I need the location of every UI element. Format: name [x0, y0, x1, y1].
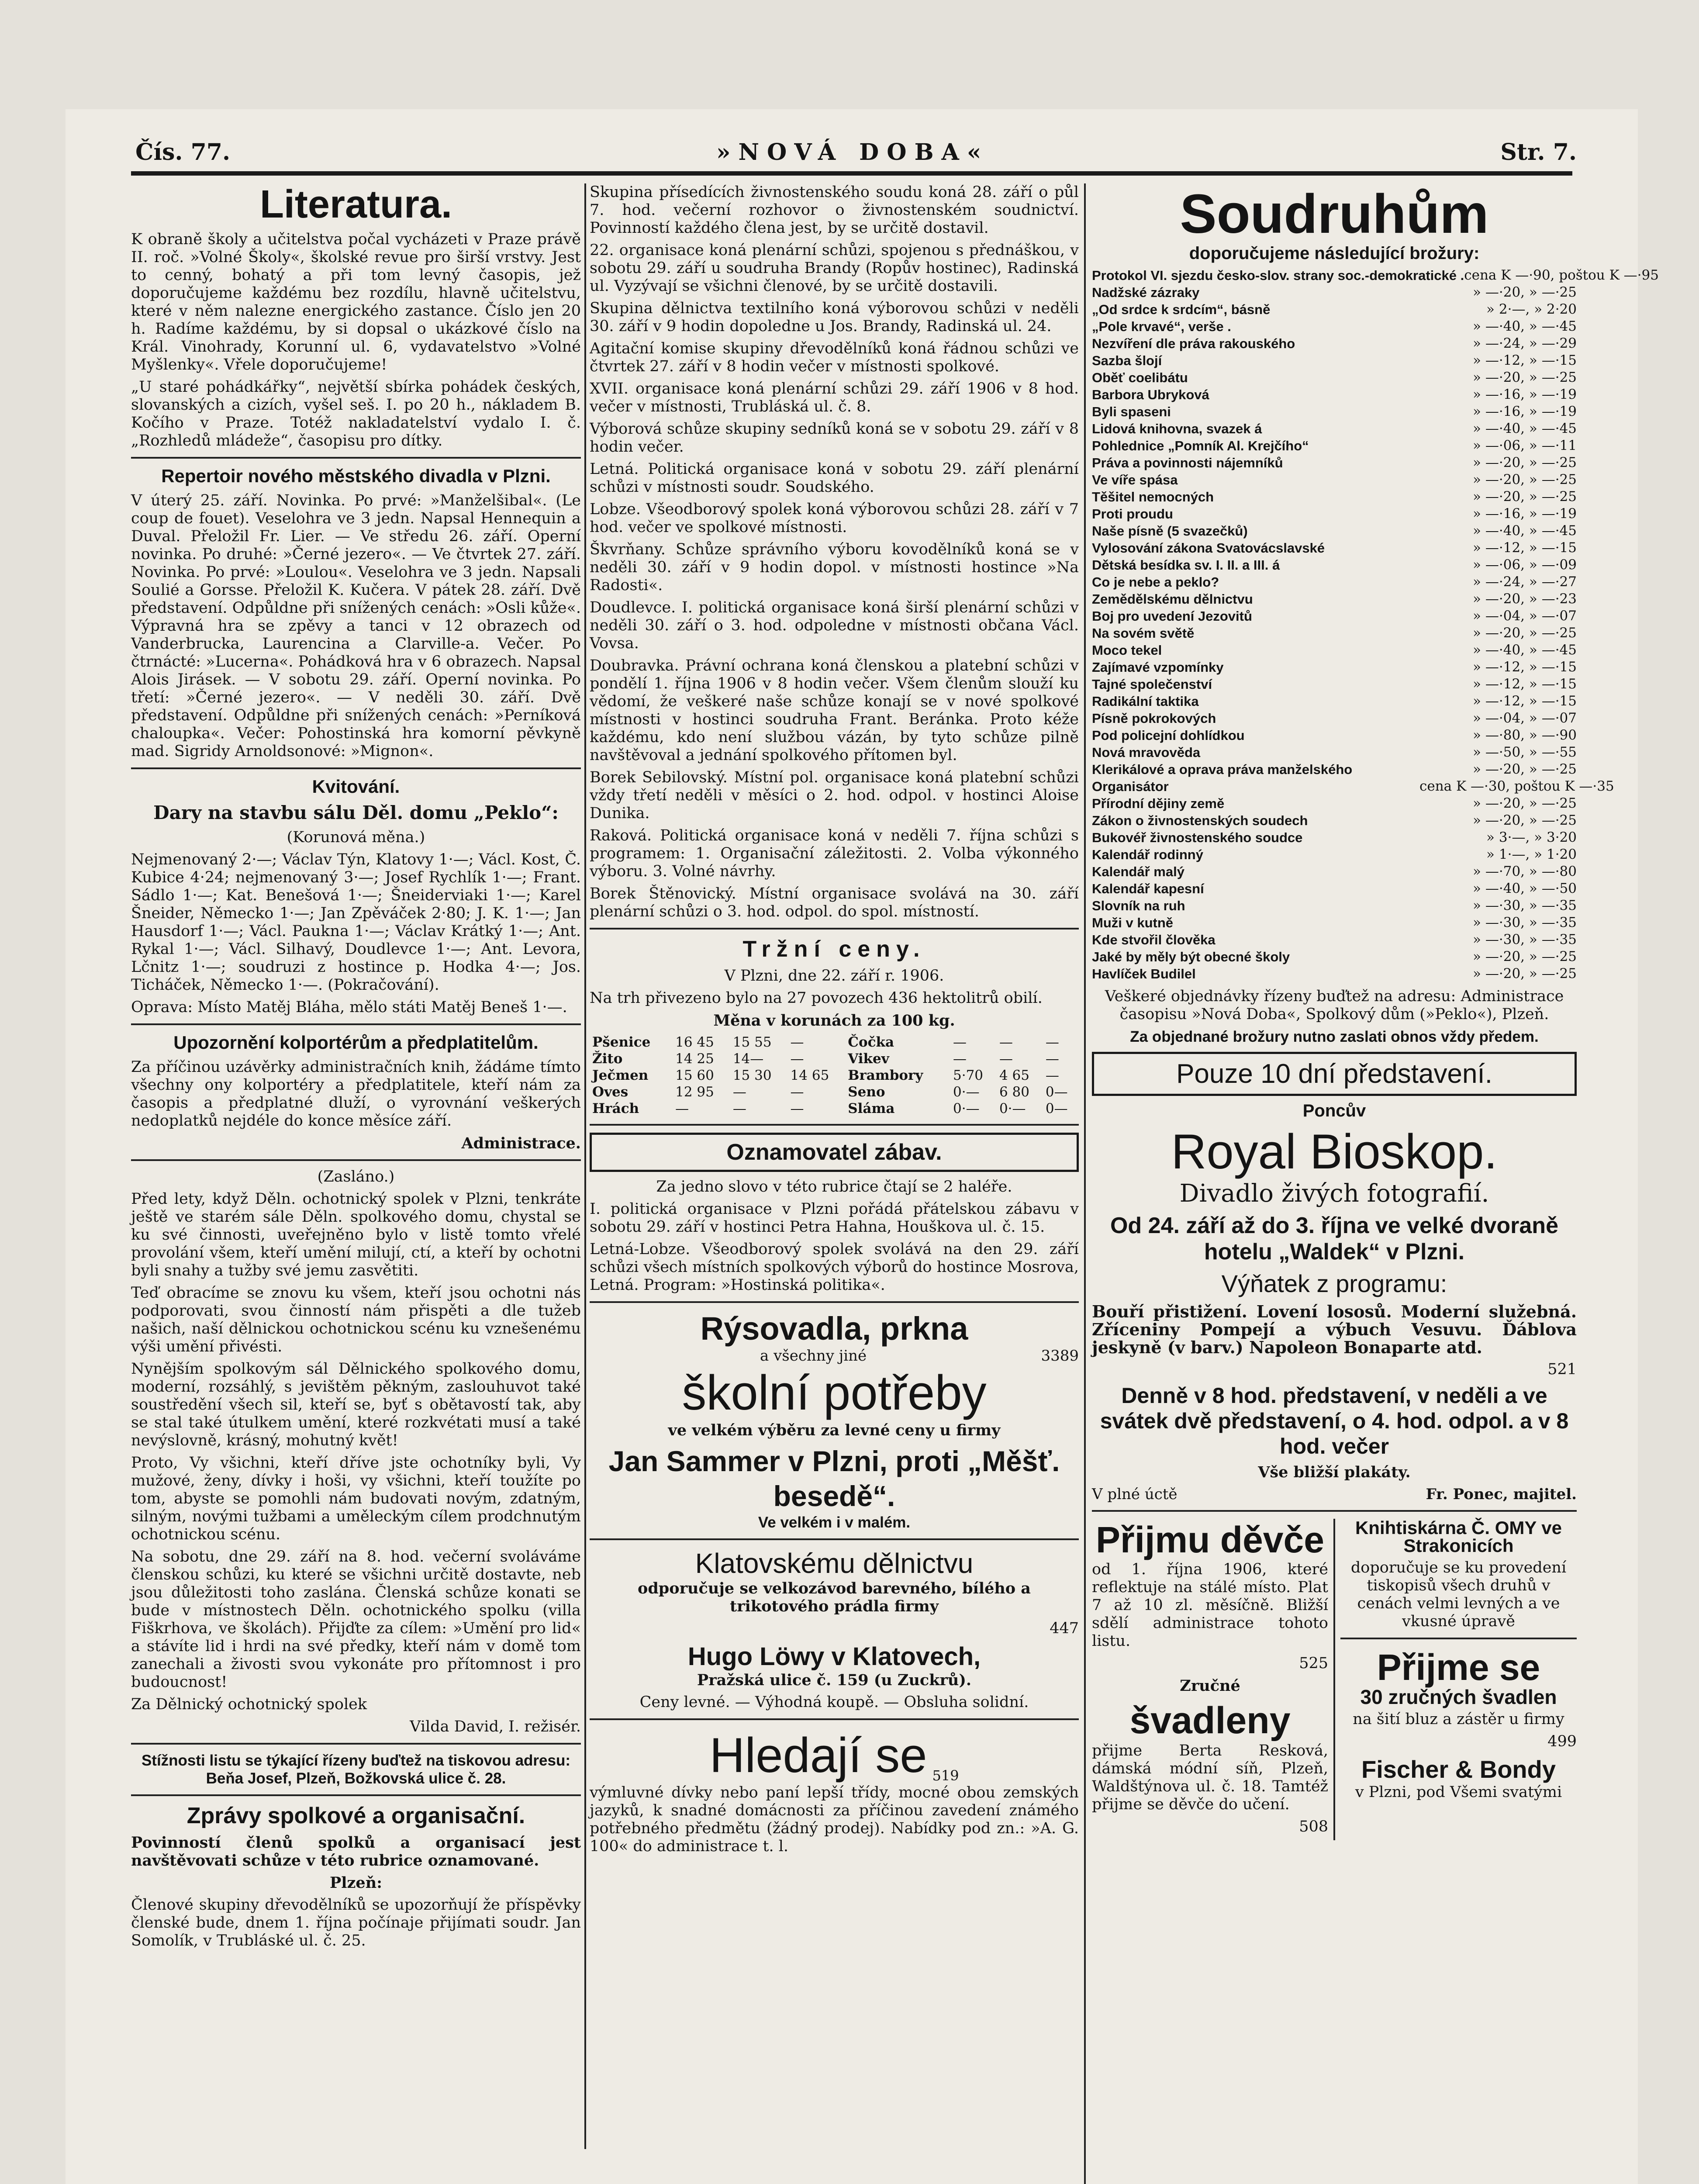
brozura-item [1092, 488, 1577, 505]
brozura-price: » —·04, » —·07 [1473, 608, 1577, 624]
brozura-price: » —·20, » —·25 [1473, 795, 1577, 811]
zpravy-paragraph: Členové skupiny dřevodělníků se upozorňují že příspěvky členské bude, dnem 1. října počínaje přijímati soudr. Jan Somolík, v Trubláské ul. č. 25. [131, 1896, 581, 1949]
column-3 [1092, 183, 1659, 2184]
zpravy-paragraph: Povinností členů spolků a organisací jest navštěvovati schůze v této rubrice oznamované. [131, 1834, 581, 1870]
brozura-title: Zákon o živnostenských soudech [1092, 813, 1308, 828]
brozura-price: » —·40, » —·45 [1473, 318, 1577, 334]
brozura-item [1092, 727, 1577, 744]
spolek-notice: Lobze. Všeodborový spolek koná výborovou schůzi 28. září v 7 hod. večer ve spolkové místnosti. [590, 501, 1079, 536]
brozura-title: Nadžské zázraky [1092, 285, 1200, 300]
brozura-item [1092, 454, 1577, 471]
divider [131, 1794, 581, 1796]
hledaji-heading: Hledají se [709, 1728, 927, 1783]
ads-divider [1333, 1519, 1335, 1840]
spolek-notice: Borek Sebilovský. Místní pol. organisace koná platební schůzi vždy třetí neděli v měsíci o 2. hod. odpol. v hostinci Aloise Dunika. [590, 769, 1079, 822]
brozura-price: » —·30, » —·35 [1473, 898, 1577, 913]
lowy-name: Hugo Löwy v Klatovech, [687, 1642, 981, 1671]
spolek-notice: 22. organisace koná plenární schůzi, spojenou s přednáškou, v sobotu 29. září u soudruha Brandy (Ropův hostinec), Radinská ul. Vyzývají se všichni členové, by se určitě dostavili. [590, 242, 1079, 295]
market-row [590, 1100, 1079, 1117]
brozura-item [1092, 693, 1577, 710]
hledaji-row [590, 1727, 1079, 1784]
brozura-item [1092, 267, 1659, 284]
market-cell: Brambory [848, 1068, 923, 1083]
zaslano-paragraph: Teď obracíme se znovu ku všem, kteří jsou ochotni nás podporovati, svou činností nám přispěti a dle tužeb našich, naší dělnickou ochotnickou scénu ku vznešenému výši umění přivésti. [131, 1284, 581, 1355]
vynatek-heading: Výňatek z programu: [1221, 1270, 1447, 1297]
brozura-item [1092, 420, 1577, 437]
stiznosti-notice: Stížnosti listu se týkající řízeny buďtež na tiskovou adresu: Beňa Josef, Plzeň, Božkovská ulice č. 28. [141, 1752, 571, 1787]
zrucnych-svadlen: 30 zručných švadlen [1360, 1686, 1557, 1708]
market-row [590, 1084, 1079, 1100]
brozura-price: » —·12, » —·15 [1473, 659, 1577, 675]
trzni-date: V Plzni, dne 22. září r. 1906. [724, 967, 944, 985]
market-cell: — [790, 1084, 804, 1100]
brozura-price: » —·40, » —·50 [1473, 881, 1577, 896]
market-cell: 14— [732, 1051, 764, 1067]
market-cell: 4 65 [999, 1068, 1029, 1083]
dary-oprava: Oprava: Místo Matěj Bláha, mělo státi Matěj Beneš 1·—. [131, 999, 567, 1016]
market-row [590, 1067, 1079, 1084]
market-cell: — [732, 1084, 746, 1100]
market-cell: — [999, 1034, 1013, 1050]
skolni-potreby: školní potřeby [682, 1365, 987, 1420]
brozura-price: » —·40, » —·45 [1473, 421, 1577, 436]
rysovadla-number: 3389 [1041, 1347, 1079, 1365]
brozura-price: » —·06, » —·11 [1473, 438, 1577, 453]
trzni-unit: Měna v korunách za 100 kg. [713, 1012, 955, 1030]
market-cell: Žito [592, 1051, 623, 1067]
brozura-title: Zemědělskému dělnictvu [1092, 591, 1253, 607]
fischer-bondy: Fischer & Bondy [1361, 1755, 1556, 1783]
market-cell: Hrách [592, 1101, 639, 1116]
brozura-price: cena K —·30, poštou K —·35 [1419, 778, 1614, 794]
brozura-item [1092, 948, 1577, 965]
brozura-title: Sazba šlojí [1092, 353, 1162, 368]
brozura-title: Boj pro uvedení Jezovitů [1092, 608, 1252, 624]
market-cell: — [732, 1101, 746, 1116]
brozura-price: » —·40, » —·45 [1473, 642, 1577, 658]
sammer-name: Jan Sammer v Plzni, proti „Měšť. besedě“. [608, 1445, 1060, 1512]
brozura-price: » —·12, » —·15 [1473, 540, 1577, 556]
divider [590, 1718, 1079, 1720]
brozura-item [1092, 761, 1577, 778]
brozura-item [1092, 863, 1577, 880]
market-cell: 15 55 [732, 1034, 772, 1050]
brozura-item [1092, 897, 1577, 914]
divider [590, 1301, 1079, 1303]
zaslano-paragraph: Před lety, když Děln. ochotnický spolek v Plzni, tenkráte ještě ve starém sále Děln. spolkového domu, chystal se ku své činnosti, uveřejněno bylo v listě tomto vřelé provolání všem, kteří umění milují, ctí, a kteří by ochotni byli snahy a tužby své jemu zasvětiti. [131, 1190, 581, 1279]
klatovskemu-number: 447 [1050, 1620, 1079, 1637]
od24-dates: Od 24. září až do 3. října ve velké dvoraně hotelu „Waldek“ v Plzni. [1110, 1213, 1558, 1265]
spolek-notice: Doubravka. Právní ochrana koná členskou a platební schůzi v pondělí 1. října 1906 v 8 hodin večer. Všem členům slouží ku vědomí, že veškeré naše schůze konají se v nové spolkové místnosti v hostinci soudruha Frant. Beránka. Proto kéže každému, kdo není službou vázán, by tyto schůze pilně navštěvoval a jednání spolkového přítomen byl. [590, 657, 1079, 764]
page-header [135, 139, 1577, 174]
divider [1092, 1510, 1577, 1512]
program-number: 521 [1547, 1361, 1577, 1378]
brozura-title: Kalendář kapesní [1092, 881, 1204, 896]
zabava-notice: I. politická organisace v Plzni pořádá přátelskou zábavu v sobotu 29. září v hostinci Petra Hahna, Houškova ul. č. 15. [590, 1200, 1079, 1236]
divider [590, 928, 1079, 930]
brozura-price: » —·24, » —·27 [1473, 574, 1577, 590]
brozura-title: Jaké by měly být obecné školy [1092, 949, 1290, 964]
svadleny-number: 508 [1299, 1818, 1328, 1835]
market-cell: — [790, 1034, 804, 1050]
brozura-price: » 2·—, » 2·20 [1486, 301, 1577, 317]
brozura-item [1092, 369, 1577, 386]
market-cell: — [675, 1101, 689, 1116]
brozura-title: Zajímavé vzpomínky [1092, 660, 1224, 675]
literatura-paragraph: „U staré pohádkářky“, největší sbírka pohádek českých, slovanských a cizích, vyšel seš. I. po 20 h., nákladem B. Kočího v Praze. Totéž nakladatelství vydalo I. č. „Rozhledů mládeže“, časopisu pro dítky. [131, 378, 581, 449]
market-cell: — [999, 1051, 1013, 1067]
poncuv-label: Poncův [1302, 1101, 1366, 1120]
denne-text: Denně v 8 hod. představení, v neděli a ve svátek dvě představení, o 4. hod. odpol. a v 8 hod. večer [1100, 1383, 1569, 1458]
lowy-address: Pražská ulice č. 159 (u Zuckrů). [697, 1671, 972, 1689]
prijmu-text: od 1. října 1906, které reflektuje na stálé místo. Plat 7 až 10 zl. měsíčně. Bližší sdělí administrace tohoto listu. [1092, 1561, 1328, 1650]
repertoir-text: V úterý 25. září. Novinka. Po prvé: »Manželšibal«. (Le coup de fouet). Veselohra ve 3 jedn. Napsal Hennequin a Duval. Přeložil Fr. Lier. — Ve středu 26. září. Operní novinka. Po druhé: »Černé jezero«. — Ve čtvrtek 27. září. Novinka. Po prvé: »Loulou«. Veselohra ve 3 jedn. Napsali Soulié a Gorsse. Přeložil K. Kučera. V pátek 28. září. Dvě představení. Odpůldne při snížených cenách: »Osli kůže«. Výpravná hra se zpěvy a tanci v 12 obrazech od Vanderbrucka, Laurencina a Clarville-a. Večer. Po čtrnácté: »Lucerna«. Pohádková hra v 6 obrazech. Napsal Alois Jirásek. — V sobotu 29. září. Operní novinka. Po třetí: »Černé jezero«. — V neděli 30. září. Dvě představení. Odpůldne při snížených cenách: »Perníková chaloupka«. Večer: Pohostinská hra komorní pěvkyně mad. Sigridy Arnoldsonové: »Mignon«. [131, 492, 581, 760]
brozura-price: » —·06, » —·09 [1473, 557, 1577, 573]
brozura-item [1092, 744, 1577, 761]
market-cell: 5·70 [953, 1068, 984, 1083]
brozura-item [1092, 318, 1577, 335]
market-table [590, 1034, 1079, 1117]
brozura-item [1092, 352, 1577, 369]
brozura-item [1092, 965, 1577, 982]
market-cell: 6 80 [999, 1084, 1029, 1100]
kvitovani-heading: Kvitování. [312, 776, 400, 797]
prijmu-devce: Přijmu děvče [1096, 1519, 1324, 1560]
zabava-notice: Letná-Lobze. Všeodborový spolek svolává na den 29. září schůzi všech místních spolkových výborů do hostince Mosrova, Letná. Program: »Hostinská politika«. [590, 1241, 1079, 1294]
brozura-price: » —·50, » —·55 [1473, 744, 1577, 760]
market-cell: 14 65 [790, 1068, 829, 1083]
brozura-price: » —·30, » —·35 [1473, 915, 1577, 930]
brozura-item [1092, 625, 1577, 642]
skolni-sub: ve velkém výběru za levné ceny u firmy [668, 1421, 1001, 1439]
dary-list: Nejmenovaný 2·—; Václav Týn, Klatovy 1·—; Václ. Kost, Č. Kubice 4·24; nejmenovaný 3·—; Josef Rychlík 1·—; Frant. Sádlo 1·—; Kat. Benešová 1·—; Šneiderviaki 1·—; Karel Šneider, Německo 1·—; Jan Zpěváček 2·80; J. K. 1·—; Jan Hausdorf 1·—; Václ. Paukna 1·—; Václav Krátký 1·—; Ant. Rykal 1·—; Václ. Silhavý, Doudlevce 1·—; Ant. Levora, Lčnitz 1·—; soudruzi z hostince p. Hodka 4·—; Jos. Ticháček, Německo 1·—. (Pokračování). [131, 851, 581, 994]
divider [131, 1743, 581, 1745]
hledaji-number: 519 [932, 1767, 959, 1784]
brozura-item [1092, 676, 1577, 693]
brozura-item [1092, 914, 1577, 931]
brozura-title: „Pole krvavé“, verše . [1092, 319, 1231, 334]
divider [590, 1538, 1079, 1540]
objednavky-text: Veškeré objednávky řízeny buďtež na adresu: Administrace časopisu »Nová Doba«, Spolkový dům (»Peklo«), Plzeň. [1105, 988, 1564, 1023]
brozura-title: Dětská besídka sv. I. II. a III. á [1092, 557, 1280, 573]
brozura-title: Na sovém světě [1092, 625, 1195, 641]
brozura-price: » —·20, » —·25 [1473, 812, 1577, 828]
rysovadla-sub-row [590, 1347, 1079, 1365]
spolek-notice: Skupina přísedících živnostenského soudu koná 28. září o půl 7. hod. večerní rozhovor o živnostenském soudnictví. Povinností každého člena jest, by se určitě dostavil. [590, 183, 1079, 237]
lowy-prices: Ceny levné. — Výhodná koupě. — Obsluha solidní. [639, 1693, 1029, 1711]
divider [131, 1023, 581, 1025]
oznamovatel-heading: Oznamovatel zábav. [726, 1140, 942, 1165]
brozura-title: Barbora Ubryková [1092, 387, 1209, 402]
brozura-title: Těšitel nemocných [1092, 489, 1214, 505]
soudruhum-heading: Soudruhům [1180, 183, 1489, 245]
brozura-title: Kde stvořil člověka [1092, 932, 1216, 947]
brozura-price: » —·16, » —·19 [1473, 387, 1577, 402]
brozury-list [1092, 267, 1659, 982]
svadleny-text: přijme Berta Resková, dámská módní síň, Plzeň, Waldštýnova ul. č. 18. Tamtéž přijme se děvče do učení. [1092, 1742, 1328, 1813]
market-row [590, 1034, 1079, 1051]
brozura-price: » 3·—, » 3·20 [1486, 829, 1577, 845]
divadlo-subtitle: Divadlo živých fotografií. [1179, 1179, 1489, 1208]
market-cell: — [1045, 1051, 1059, 1067]
brozura-title: Co je nebe a peklo? [1092, 574, 1219, 590]
trzni-intro: Na trh přivezeno bylo na 27 povozech 436 hektolitrů obilí. [590, 989, 1043, 1007]
brozura-price: » —·20, » —·25 [1473, 284, 1577, 300]
brozura-title: Práva a povinnosti nájemníků [1092, 455, 1283, 470]
spolek-notice: Škvrňany. Schůze správního výboru kovodělníků koná se v neděli 30. září v 9 hodin dopol. v místnosti hostince »Na Radosti«. [590, 541, 1079, 594]
soudruhum-sub: doporučujeme následující brožury: [1189, 244, 1480, 263]
brozura-item [1092, 710, 1577, 727]
brozura-title: Proti proudu [1092, 506, 1173, 522]
brozura-price: » —·12, » —·15 [1473, 352, 1577, 368]
dary-heading: Dary na stavbu sálu Děl. domu „Peklo“: [153, 802, 559, 823]
bottom-ads-right [1340, 1519, 1577, 1840]
literatura-heading: Literatura. [259, 183, 452, 226]
brozura-item [1092, 608, 1577, 625]
brozura-item [1092, 880, 1577, 897]
brozura-price: » —·20, » —·25 [1473, 370, 1577, 385]
trzni-heading: Tržní ceny. [742, 936, 926, 962]
zaslano-paragraph: Za Dělnický ochotnický spolek [131, 1696, 367, 1713]
column-2 [590, 183, 1079, 2184]
market-cell: Oves [592, 1084, 628, 1100]
zaslano-label: (Zasláno.) [317, 1168, 395, 1185]
brozura-title: Lidová knihovna, svazek á [1092, 421, 1262, 436]
zpravy-plzen: Plzeň: [329, 1874, 383, 1892]
brozura-title: Naše písně (5 svazečků) [1092, 523, 1248, 539]
column-divider-2 [1084, 183, 1086, 2184]
divider [131, 1159, 581, 1161]
brozura-price: » —·20, » —·25 [1473, 625, 1577, 641]
brozura-item [1092, 795, 1577, 812]
upozorneni-signature: Administrace. [461, 1134, 581, 1152]
market-cell: Čočka [848, 1034, 894, 1050]
royal-bioskop: Royal Bioskop. [1171, 1124, 1498, 1179]
zpravy-heading: Zprávy spolkové a organisační. [186, 1803, 525, 1828]
market-cell: 12 95 [675, 1084, 714, 1100]
upozorneni-text: Za příčinou uzávěrky administračních knih, žádáme tímto všechny ony kolportéry a předplatitele, kteří nám za časopis a předplatné dluží, o vyrovnání veškerých nedoplatků nejdéle do konce měsíce září. [131, 1058, 581, 1130]
plakaty: Vše bližší plakáty. [1258, 1463, 1411, 1481]
spolek-notice: Borek Štěnovický. Místní organisace svolává na 30. září plenární schůzi o 3. hod. odpol. do spol. místností. [590, 885, 1079, 920]
brozura-title: Přírodní dějiny země [1092, 796, 1225, 811]
brozura-item [1092, 931, 1577, 948]
market-cell: 15 60 [675, 1068, 714, 1083]
plne-ucte: V plné úctě [1092, 1486, 1178, 1503]
brozura-item [1092, 556, 1577, 574]
zaslano-paragraph: Na sobotu, dne 29. září na 8. hod. večerní svoláváme členskou schůzi, ku které se všichni určitě dostavte, neb jsou důležitosti toho zaslána. Členská schůze konati se bude v místnostech Děln. ochotnického spolku (villa Fiškrhova, ve školách). Přijďte za cílem: »Umění pro lid« a stávíte lid i hrdi na své předky, kteří nám v domě tom zanechali a živosti svou vykonáte pro přítomnost i pro budoucnost! [131, 1548, 581, 1691]
spolek-notice: Raková. Politická organisace koná v neděli 7. října schůzi s programem: 1. Organisační záležitosti. 2. Volba výkonného výboru. 3. Volné návrhy. [590, 827, 1079, 880]
knihtiskarna-text: doporučuje se ku provedení tiskopisů všech druhů v cenách velmi levných a ve vkusné úpravě [1350, 1559, 1567, 1630]
ponec-signature: Fr. Ponec, majitel. [1426, 1486, 1577, 1503]
market-cell: 16 45 [675, 1034, 714, 1050]
market-cell: — [953, 1051, 967, 1067]
market-cell: Ječmen [592, 1068, 649, 1083]
bottom-ads [1092, 1519, 1577, 1840]
zrucnych-text: na šití bluz a zástěr u firmy [1353, 1711, 1564, 1728]
brozura-title: Slovník na ruh [1092, 898, 1185, 913]
brozura-item [1092, 522, 1577, 539]
market-cell: Vikev [848, 1051, 889, 1067]
brozura-item [1092, 284, 1577, 301]
market-cell: 0— [1045, 1101, 1068, 1116]
brozura-price: cena K —·90, poštou K —·95 [1464, 267, 1659, 283]
brozura-title: „Od srdce k srdcím“, básně [1092, 302, 1271, 317]
brozura-title: Klerikálové a oprava práva manželského [1092, 762, 1353, 777]
divider [131, 767, 581, 769]
brozura-item [1092, 846, 1577, 863]
brozura-price: » —·24, » —·29 [1473, 335, 1577, 351]
objednavky-note: Za objednané brožury nutno zaslati obnos vždy předem. [1130, 1028, 1539, 1045]
brozura-price: » —·20, » —·25 [1473, 761, 1577, 777]
spolek-notice: Skupina dělnictva textilního koná výborovou schůzi v neděli 30. září v 9 hodin dopoledne u Jos. Brandy, Radinská ul. 24. [590, 300, 1079, 335]
upozorneni-heading: Upozornění kolportérům a předplatitelům. [173, 1032, 539, 1053]
brozura-item [1092, 539, 1577, 556]
market-cell: — [1045, 1034, 1059, 1050]
brozura-price: » —·20, » —·25 [1473, 966, 1577, 981]
column-divider-1 [584, 183, 586, 2149]
market-cell: — [953, 1034, 967, 1050]
program-text: Bouří přistižení. Lovení lososů. Moderní služebná. Zříceniny Pompejí a výbuch Vesuvu. Ďáblova jeskyně (v barv.) Napoleon Bonaparte atd. [1092, 1302, 1577, 1357]
repertoir-heading: Repertoir nového městského divadla v Plzni. [161, 466, 551, 486]
brozura-price: » 1·—, » 1·20 [1486, 847, 1577, 862]
divider [131, 457, 581, 459]
klatovskemu-sub: odporučuje se velkozávod barevného, bílého a trikotového prádla firmy [637, 1579, 1031, 1615]
newspaper-title: »NOVÁ DOBA« [716, 139, 989, 166]
brozura-price: » —·16, » —·19 [1473, 404, 1577, 419]
brozura-item [1092, 437, 1577, 454]
market-cell: Pšenice [592, 1034, 651, 1050]
spolek-notice: Výborová schůze skupiny sedníků koná se v sobotu 29. září v 8 hodin večer. [590, 420, 1079, 456]
market-cell: 0·— [953, 1084, 980, 1100]
brozura-title: Bukovéř živnostenského soudce [1092, 830, 1303, 845]
brozura-item [1092, 591, 1577, 608]
brozura-title: Kalendář malý [1092, 864, 1184, 879]
brozura-price: » —·70, » —·80 [1473, 864, 1577, 879]
brozura-title: Organisátor [1092, 779, 1169, 794]
brozura-title: Byli spaseni [1092, 404, 1171, 419]
column-1 [131, 183, 581, 2184]
brozura-title: Muži v kutně [1092, 915, 1174, 930]
brozura-title: Vylosování zákona Svatovácslavské [1092, 540, 1325, 556]
market-cell: 0·— [953, 1101, 980, 1116]
brozura-price: » —·30, » —·35 [1473, 932, 1577, 947]
brozura-item [1092, 642, 1577, 659]
brozura-price: » —·12, » —·15 [1473, 676, 1577, 692]
market-cell: Sláma [848, 1101, 895, 1116]
brozura-price: » —·20, » —·23 [1473, 591, 1577, 607]
knihtiskarna-heading: Knihtiskárna Č. OMY ve Strakonicích [1355, 1517, 1562, 1556]
svadleny-heading: švadleny [1129, 1700, 1291, 1742]
brozura-title: Nová mravověda [1092, 745, 1201, 760]
zaslano-signature: Vilda David, I. režisér. [410, 1718, 581, 1735]
brozura-price: » —·20, » —·25 [1473, 489, 1577, 505]
brozura-item [1092, 574, 1577, 591]
brozura-title: Havlíček Budilel [1092, 966, 1196, 981]
market-cell: 15 30 [732, 1068, 772, 1083]
market-cell: 14 25 [675, 1051, 714, 1067]
market-cell: Seno [848, 1084, 885, 1100]
zaslano-paragraph: Proto, Vy všichni, kteří dříve jste ochotníky byli, Vy mužové, ženy, dívky i hoši, vy všichni, kteří toužíte po tom, abyste se pomohli nám budovati novým, zdatným, silným, novými tužbami a uměleckým cílem prodchnutým ochotnickou scénu. [131, 1454, 581, 1543]
brozura-price: » —·04, » —·07 [1473, 710, 1577, 726]
brozura-title: Tajné společenství [1092, 677, 1212, 692]
brozura-title: Písně pokrokových [1092, 711, 1216, 726]
brozura-item [1092, 505, 1577, 522]
literatura-paragraph: K obraně školy a učitelstva počal vycházeti v Praze právě II. roč. »Volné Školy«, školské revue pro širší vrstvy. Jest to cenný, bohatý a při tom levný časopis, jež doporučujeme každému bez rozdílu, hlavně učitelstvu, které v něm nalezne energického zastance. Číslo jen 20 h. Radíme každému, by si dopsal o ukázkové číslo na Král. Vinohrady, Korunní ul. 6, vydavatelstvo »Volné Myšlenky«. Vřele doporučujeme! [131, 231, 581, 373]
zrucne-label: Zručné [1180, 1677, 1240, 1695]
fischer-address: v Plzni, pod Všemi svatými [1355, 1783, 1562, 1801]
brozura-title: Pohlednice „Pomník Al. Krejčího“ [1092, 438, 1309, 453]
spolek-notice: Letná. Politická organisace koná v sobotu 29. září plenární schůzi v místnosti soudr. Soudského. [590, 460, 1079, 496]
sammer-sub: Ve velkém i v malém. [758, 1514, 911, 1531]
market-cell: 0·— [999, 1101, 1026, 1116]
market-cell: 0— [1045, 1084, 1068, 1100]
brozura-item [1092, 778, 1614, 795]
brozura-title: Kalendář rodinný [1092, 847, 1203, 862]
brozura-item [1092, 386, 1577, 403]
brozura-item [1092, 335, 1577, 352]
brozura-title: Pod policejní dohlídkou [1092, 728, 1245, 743]
oznamovatel-sub: Za jedno slovo v této rubrice čtají se 2 haléře. [656, 1178, 1012, 1196]
brozura-price: » —·20, » —·25 [1473, 472, 1577, 487]
rysovadla-sub: a všechny jiné [760, 1347, 867, 1365]
brozura-price: » —·20, » —·25 [1473, 455, 1577, 470]
divider [1340, 1638, 1577, 1639]
brozura-title: Ve víře spása [1092, 472, 1178, 487]
brozura-price: » —·12, » —·15 [1473, 693, 1577, 709]
divider [590, 1124, 1079, 1126]
pouze-banner: Pouze 10 dní představení. [1092, 1052, 1577, 1096]
brozura-price: » —·20, » —·25 [1473, 949, 1577, 964]
oznamovatel-box [590, 1133, 1079, 1172]
ponec-row [1092, 1486, 1577, 1503]
spolek-notice: Doudlevce. I. politická organisace koná širší plenární schůzi v neděli 30. září o 3. hod. odpoledne v místnosti občana Václ. Vovsa. [590, 599, 1079, 652]
market-cell: — [790, 1051, 804, 1067]
issue-number: Čís. 77. [135, 139, 231, 166]
rysovadla-ad: Rýsovadla, prkna [700, 1310, 968, 1347]
dary-subheading: (Korunová měna.) [287, 829, 425, 846]
zaslano-paragraph: Nynějším spolkovým sál Dělnického spolkového domu, moderní, rozsáhlý, s jevištěm pěkným, zaslouhuvot také soustředění všech sil, kteří se, byť s obětavostí tak, aby se stal také útulkem umění, které rozkvétati musí a také nevýslovně, krásný, mohutný květ! [131, 1360, 581, 1449]
brozura-price: » —·40, » —·45 [1473, 523, 1577, 539]
header-rule [131, 171, 1572, 176]
brozura-title: Nezvíření dle práva rakouského [1092, 336, 1295, 351]
brozura-price: » —·16, » —·19 [1473, 506, 1577, 522]
bottom-ads-left [1092, 1519, 1328, 1840]
market-row [590, 1051, 1079, 1067]
klatovskemu-heading: Klatovskému dělnictvu [695, 1548, 974, 1579]
brozura-title: Protokol VI. sjezdu česko-slov. strany soc.-demokratické . [1092, 268, 1464, 283]
market-cell: — [1045, 1068, 1059, 1083]
brozura-title: Moco tekel [1092, 643, 1162, 658]
brozura-item [1092, 471, 1577, 488]
zrucnych-number: 499 [1547, 1733, 1577, 1750]
brozura-price: » —·80, » —·90 [1473, 727, 1577, 743]
brozura-item [1092, 659, 1577, 676]
market-cell: — [790, 1101, 804, 1116]
hledaji-text: výmluvné dívky nebo paní lepší třídy, mocné obou zemských jazyků, k snadné domácnosti za příčinou zavedení známého potřebného předmětu (žádný prodej). Nabídky pod zn.: »A. G. 100« do administrace t. l. [590, 1784, 1079, 1855]
spolek-notice: XVII. organisace koná plenární schůzi 29. září 1906 v 8 hod. večer v místnosti, Trubláská ul. č. 8. [590, 380, 1079, 415]
brozura-item [1092, 301, 1577, 318]
brozura-item [1092, 812, 1577, 829]
brozura-item [1092, 403, 1577, 420]
brozura-title: Radikální taktika [1092, 694, 1199, 709]
brozura-item [1092, 829, 1577, 846]
brozura-title: Oběť coelibátu [1092, 370, 1188, 385]
spolek-notice: Agitační komise skupiny dřevodělníků koná řádnou schůzi ve čtvrtek 27. září v 8 hodin večer v místnosti spolkové. [590, 340, 1079, 375]
prijmu-number: 525 [1299, 1655, 1328, 1672]
prijme-se: Přijme se [1377, 1647, 1540, 1688]
page-number: Str. 7. [1500, 139, 1577, 166]
